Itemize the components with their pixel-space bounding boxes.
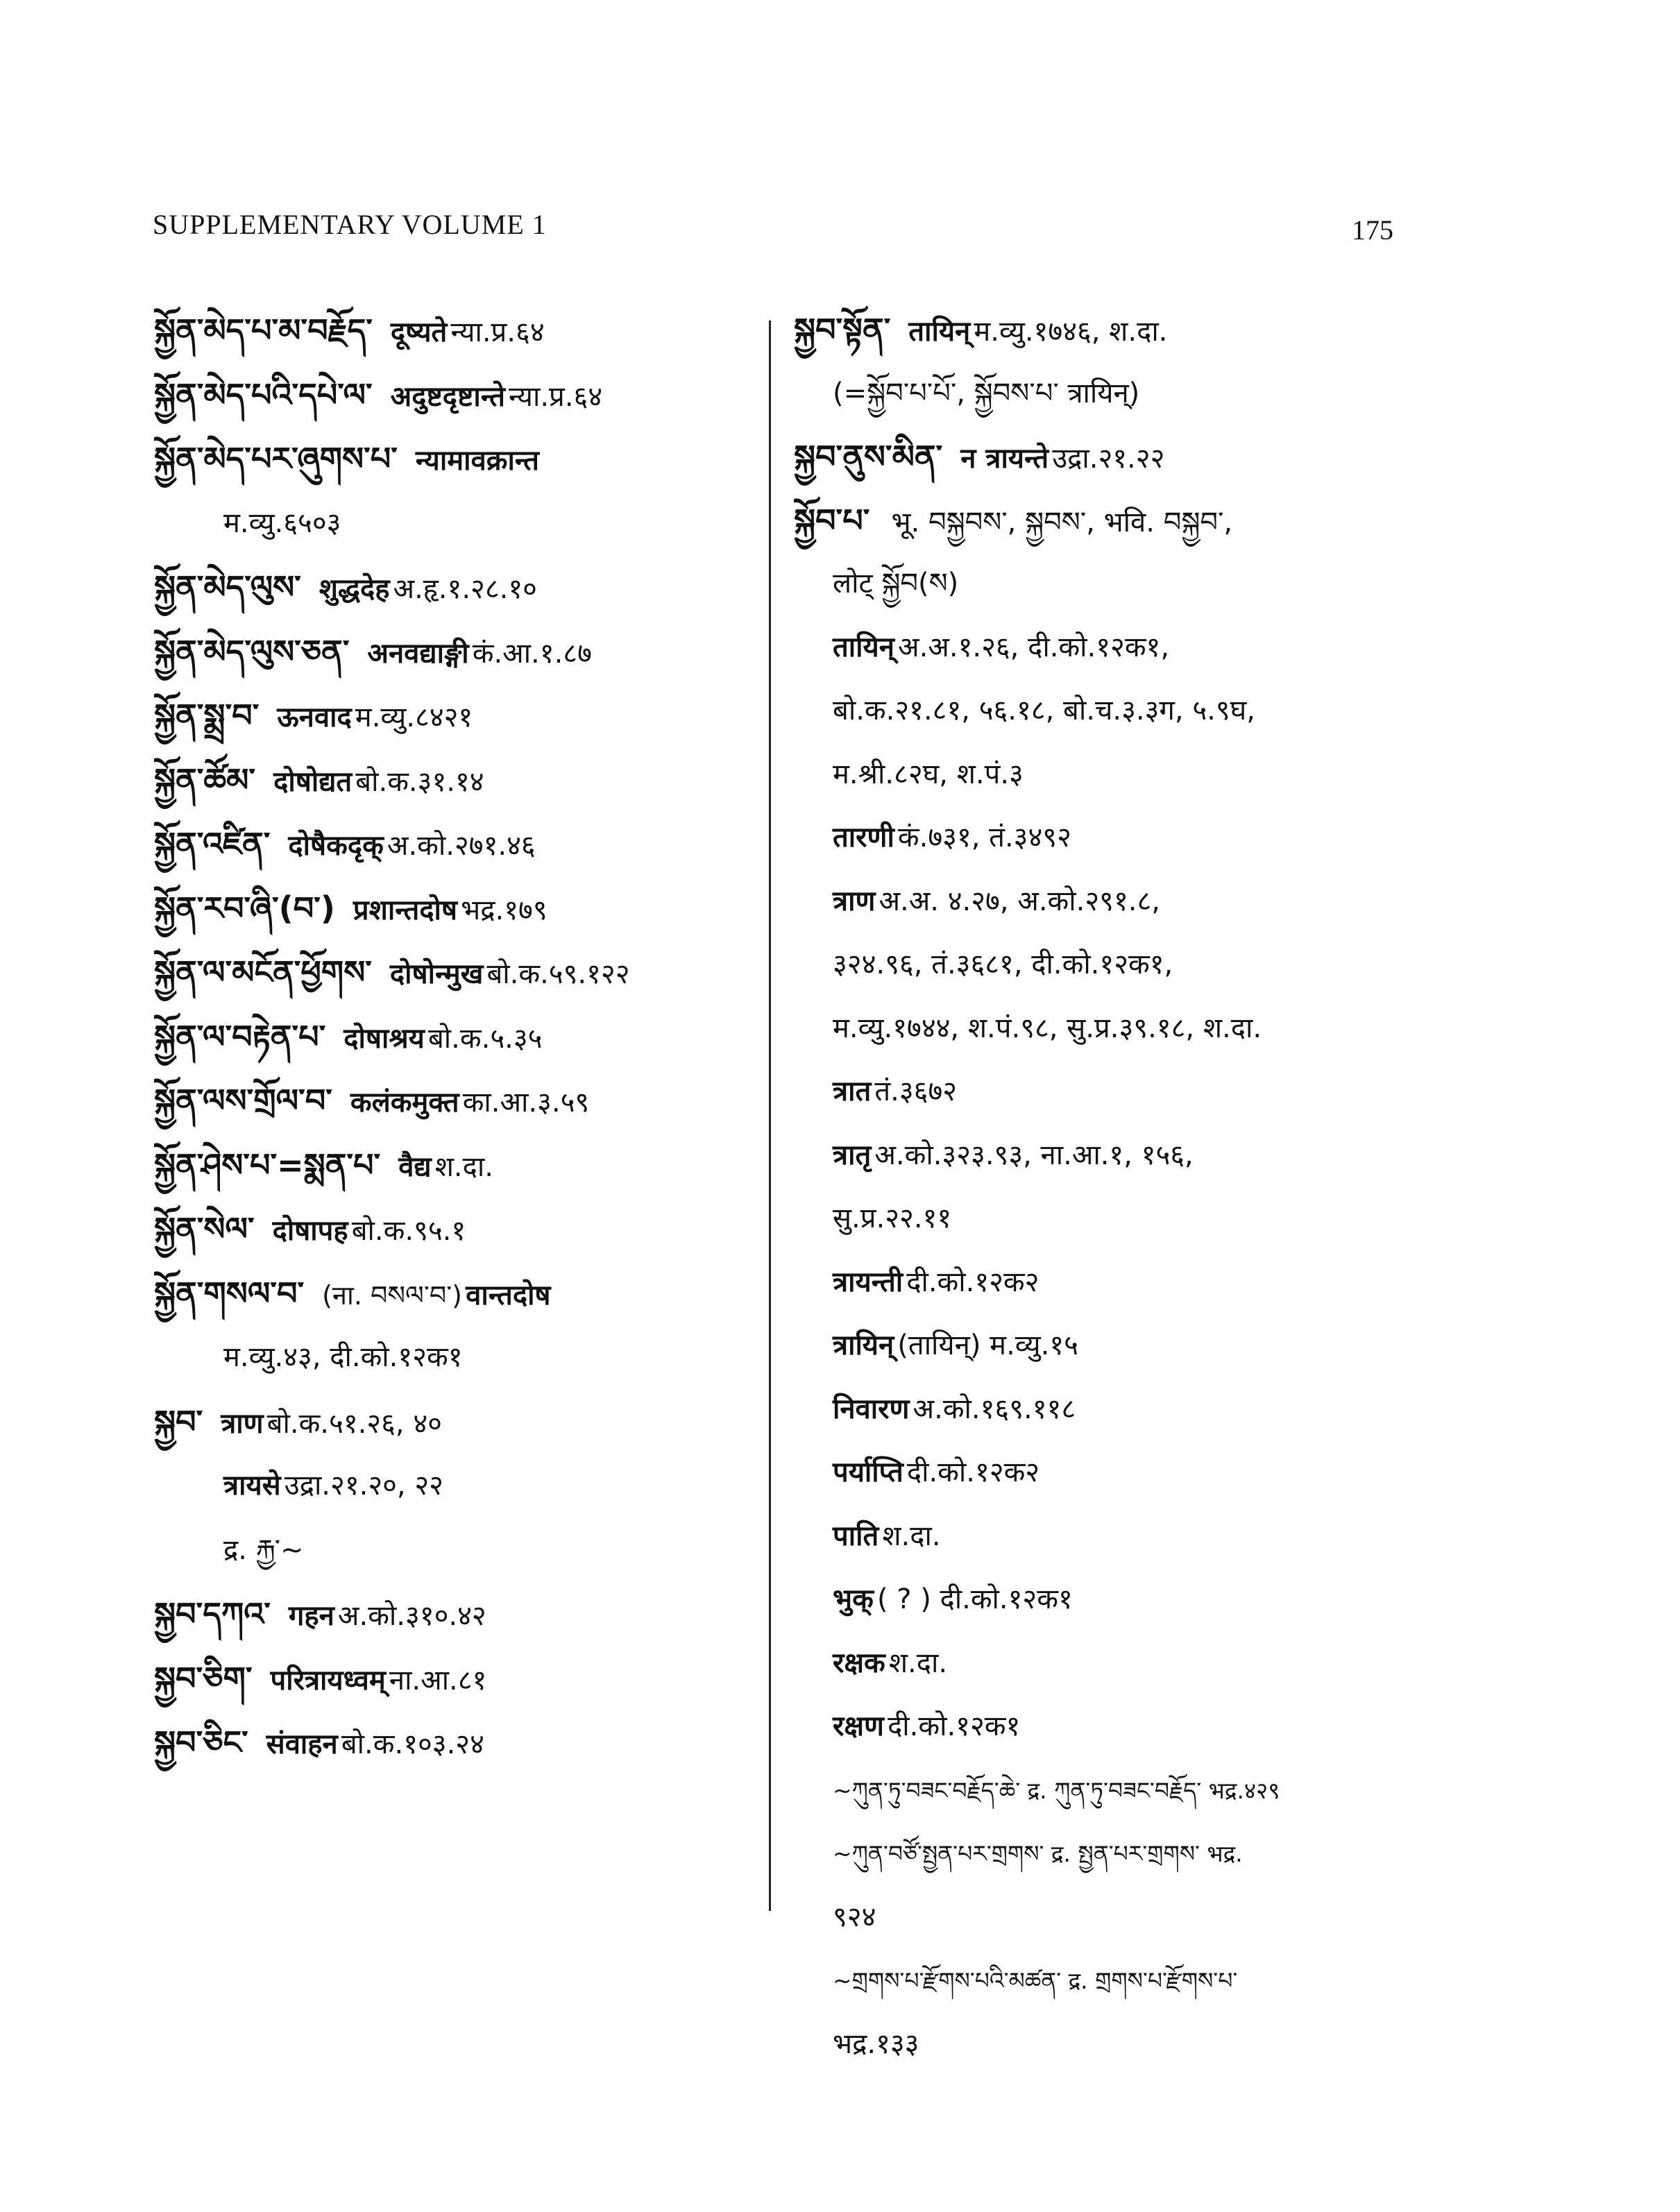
- tibetan-headword: སྐྱོན་མེད་པར་ཞུགས་པ་: [154, 440, 398, 477]
- tibetan-headword: སྐྱོན་ལ་མངོན་ཕྱོགས་: [154, 953, 372, 991]
- entry-continuation: ९२४: [833, 1900, 876, 1933]
- sanskrit-equivalent: प्रशान्तदोष: [353, 894, 458, 926]
- source-reference: कं.आ.१.८७: [472, 637, 592, 670]
- entry-continuation: म.व्यु.४३, दी.को.१२क१: [223, 1341, 463, 1373]
- running-title: SUPPLEMENTARY VOLUME 1: [153, 209, 547, 240]
- sanskrit-equivalent: निवारण: [833, 1393, 910, 1425]
- entry-line: [154, 298, 765, 363]
- sanskrit-equivalent: तायिन्: [833, 631, 894, 663]
- source-reference: तं.३६७२: [874, 1075, 958, 1107]
- tibetan-headword: སྐྱོན་མེད་པའི་དཔེ་ལ་: [154, 375, 373, 414]
- source-reference: दी.को.१२क१: [888, 1710, 1021, 1742]
- sanskrit-equivalent: दोषापह: [272, 1215, 348, 1247]
- entry-line: [794, 1568, 1446, 1632]
- source-reference: भद्र.१७९: [461, 894, 548, 926]
- source-reference: बो.क.९५.१: [351, 1215, 466, 1247]
- entry-continuation: द्र. རྐྱ་~: [223, 1533, 304, 1566]
- entry-continuation: बो.क.२१.८१, ५६.१८, बो.च.३.३ग, ५.९घ,: [833, 695, 1256, 726]
- entry-line: [154, 1454, 765, 1518]
- source-reference: अ.अ.१.२६, दी.को.१२क१,: [898, 631, 1170, 663]
- source-reference: अ.को.३१०.४२: [337, 1600, 486, 1632]
- tibetan-headword: སྐྱོན་མེད་ལུས་ཅན་: [154, 632, 350, 670]
- tibetan-headword: སྐྱོན་གསལ་བ་: [154, 1274, 305, 1312]
- tibetan-headword: སྐྱབ་དཀའ་: [154, 1595, 271, 1633]
- entry-line: [154, 363, 765, 427]
- tibetan-headword: སྐྱོན་སྨྲ་བ་: [154, 697, 260, 734]
- entry-line: [154, 1261, 765, 1326]
- entry-continuation: (=སྐྱོབ་པ་པོ་, སྐྱོབས་པ་ त्रायिन्): [833, 377, 1140, 409]
- entry-line: [794, 1251, 1446, 1315]
- entry-line: [794, 1441, 1446, 1505]
- sanskrit-equivalent: तारणी: [833, 822, 894, 853]
- source-reference: श.दा.: [888, 1647, 948, 1679]
- sanskrit-equivalent: शुद्धदेह: [319, 573, 390, 605]
- tibetan-headword: སྐྱབ་ཅིག་: [154, 1659, 253, 1697]
- source-reference: अ.को.३२३.९३, ना.आ.१, १५६,: [874, 1139, 1194, 1171]
- source-reference: ( ? ) दी.को.१२क१: [876, 1583, 1073, 1615]
- entry-continuation: ३२४.९६, तं.३६८१, दी.को.१२क१,: [833, 948, 1173, 980]
- entry-line: [794, 1378, 1446, 1442]
- entry-line: [794, 1505, 1446, 1569]
- entry-line: [794, 616, 1446, 680]
- entry-line: [794, 1886, 1446, 1950]
- entry-line: [794, 1695, 1446, 1759]
- tibetan-headword: སྐྱབ་སྟོན་: [794, 311, 891, 348]
- sanskrit-equivalent: ऊनवाद: [277, 701, 352, 733]
- sanskrit-equivalent: त्रायन्ती: [833, 1266, 903, 1298]
- entry-continuation: भद्र.१३३: [833, 2027, 919, 2060]
- sanskrit-equivalent: पाति: [833, 1520, 879, 1552]
- entry-line: [794, 743, 1446, 807]
- source-reference: (तायिन्) म.व्यु.१५: [897, 1329, 1078, 1361]
- entry-line: [154, 620, 765, 684]
- source-reference: भू. བསྐྱབས་, སྐྱབས་, भवि. བསྐྱབ་,: [891, 506, 1233, 538]
- tibetan-headword: སྐྱབ་ཅིང་: [154, 1724, 248, 1761]
- entry-continuation: म.व्यु.६५०३: [223, 507, 341, 539]
- entry-line: [154, 1133, 765, 1198]
- entry-line: [794, 489, 1446, 553]
- entry-continuation: लोट् སྐྱོབ(ས): [833, 568, 959, 599]
- source-reference: बो.क.३१.१४: [355, 765, 484, 798]
- source-reference: बो.क.१०३.२४: [341, 1728, 484, 1760]
- sanskrit-equivalent: त्रायसे: [223, 1470, 281, 1501]
- source-reference: न्या.प्र.६४: [508, 380, 603, 413]
- entry-line: [794, 1949, 1446, 2013]
- entry-line: [794, 552, 1446, 616]
- sanskrit-equivalent: संवाहन: [266, 1728, 338, 1760]
- entry-line: [154, 748, 765, 813]
- sanskrit-equivalent: तायिन्: [908, 316, 971, 348]
- source-reference: बो.क.५१.२६, ४०: [266, 1407, 442, 1440]
- entry-line: [154, 683, 765, 748]
- sanskrit-equivalent: दोषाश्रय: [343, 1022, 425, 1055]
- column-divider: [769, 321, 771, 1911]
- entry-line: [154, 812, 765, 876]
- entry-line: [154, 1069, 765, 1133]
- entry-continuation: म.श्री.८२घ, श.पं.३: [833, 758, 1024, 790]
- entry-line: [154, 491, 765, 556]
- entry-continuation: म.व्यु.१७४४, श.पं.९८, सु.प्र.३९.१८, श.दा.: [833, 1012, 1262, 1044]
- sanskrit-equivalent: कलंकमुक्त: [350, 1087, 459, 1118]
- entry-continuation: सु.प्र.२२.११: [833, 1202, 952, 1234]
- entry-line: [794, 425, 1446, 489]
- entry-cross-reference: ~གྲགས་པ་རྫོགས་པའི་མཚན་ द्र. གྲགས་པ་རྫོགས་པ་: [833, 1967, 1238, 1994]
- source-reference: ना.आ.८१: [389, 1664, 487, 1696]
- grammar-note: (ना. བསལ་བ་): [322, 1279, 463, 1311]
- entry-line: [154, 1325, 765, 1390]
- entry-line: [154, 1390, 765, 1454]
- source-reference: दी.को.१२क२: [906, 1266, 1040, 1298]
- sanskrit-equivalent: पर्याप्ति: [833, 1456, 903, 1488]
- tibetan-headword: སྐྱོན་ཤེས་པ་=སྨན་པ་: [154, 1146, 381, 1184]
- tibetan-headword: སྐྱོན་སེལ་: [154, 1210, 255, 1248]
- source-reference: अ.को.२७१.४६: [387, 830, 536, 862]
- sanskrit-equivalent: वैद्य: [398, 1150, 432, 1183]
- sanskrit-equivalent: न्यामावक्रान्त: [415, 445, 539, 477]
- source-reference: म.व्यु.१७४६, श.दा.: [974, 316, 1168, 348]
- source-reference: बो.क.५.३५: [427, 1022, 543, 1055]
- tibetan-headword: སྐྱོན་འཛིན་: [154, 825, 271, 862]
- entry-line: [154, 1647, 765, 1711]
- page-number: 175: [1352, 214, 1393, 246]
- source-reference: बो.क.५९.१२२: [486, 958, 630, 990]
- entry-line: [154, 1197, 765, 1261]
- sanskrit-equivalent: न त्रायन्ते: [960, 443, 1049, 475]
- sanskrit-equivalent: गहन: [288, 1600, 334, 1632]
- sanskrit-equivalent: दूष्यते: [390, 316, 448, 348]
- entry-line: [794, 1124, 1446, 1188]
- sanskrit-equivalent: वान्तदोष: [466, 1279, 551, 1311]
- entry-line: [794, 679, 1446, 743]
- sanskrit-equivalent: रक्षक: [833, 1647, 885, 1679]
- entry-line: [794, 1187, 1446, 1251]
- entry-line: [794, 2013, 1446, 2077]
- sanskrit-equivalent: दोषैकदृक्: [288, 830, 384, 862]
- entry-line: [794, 1060, 1446, 1124]
- sanskrit-equivalent: त्रात: [833, 1075, 872, 1107]
- entry-line: [154, 1710, 765, 1775]
- entry-line: [794, 298, 1446, 362]
- tibetan-headword: སྐྱོན་མེད་པ་མ་བརྗོད་: [154, 312, 373, 349]
- tibetan-headword: སྐྱོན་རབ་ཞི་(བ་): [154, 889, 335, 927]
- entry-line: [794, 870, 1446, 934]
- source-reference: न्या.प्र.६४: [450, 316, 545, 348]
- sanskrit-equivalent: अनवद्याङ्गी: [367, 637, 469, 670]
- left-column: [154, 298, 765, 1775]
- source-reference: उद्रा.२१.२०, २२: [284, 1470, 443, 1501]
- tibetan-headword: སྐྱོན་ལས་གྲོལ་བ་: [154, 1082, 332, 1119]
- entry-line: [154, 1518, 765, 1583]
- entry-line: [794, 933, 1446, 997]
- source-reference: श.दा.: [882, 1520, 941, 1552]
- source-reference: अ.हृ.१.२८.१०: [393, 573, 537, 605]
- entry-line: [154, 940, 765, 1005]
- sanskrit-equivalent: दोषोद्यत: [273, 765, 353, 798]
- sanskrit-equivalent: त्रायिन्: [833, 1329, 894, 1361]
- sanskrit-equivalent: त्रातृ: [833, 1139, 872, 1171]
- entry-line: [794, 1759, 1446, 1823]
- entry-line: [794, 362, 1446, 426]
- source-reference: श.दा.: [434, 1150, 493, 1183]
- sanskrit-equivalent: दोषोन्मुख: [389, 958, 484, 990]
- entry-line: [154, 1582, 765, 1647]
- source-reference: दी.को.१२क२: [906, 1456, 1040, 1488]
- entry-line: [154, 427, 765, 491]
- entry-line: [794, 1632, 1446, 1696]
- sanskrit-equivalent: त्राण: [221, 1407, 264, 1440]
- tibetan-headword: སྐྱབ་: [154, 1402, 203, 1440]
- entry-line: [794, 1822, 1446, 1886]
- entry-cross-reference: ~ཀུན་བཙོ་སྤྱན་པར་གྲགས་ द्र. སྤྱན་པར་གྲགས་ भद्र.: [833, 1840, 1243, 1867]
- tibetan-headword: སྐྱོན་ཚོམ་: [154, 760, 256, 799]
- entry-line: [154, 876, 765, 941]
- source-reference: अ.अ. ४.२७, अ.को.२९१.८,: [879, 885, 1160, 917]
- tibetan-headword: སྐྱོན་ལ་བརྟེན་པ་: [154, 1017, 326, 1055]
- source-reference: अ.को.१६९.११८: [913, 1393, 1076, 1425]
- sanskrit-equivalent: अदुष्टदृष्टान्ते: [390, 380, 505, 413]
- sanskrit-equivalent: भुक्: [833, 1583, 874, 1615]
- sanskrit-equivalent: रक्षण: [833, 1710, 884, 1742]
- entry-line: [794, 997, 1446, 1061]
- tibetan-headword: སྐྱབ་ནུས་མིན་: [794, 438, 943, 475]
- tibetan-headword: སྐྱོབ་པ་: [794, 501, 870, 539]
- source-reference: कं.७३१, तं.३४९२: [897, 822, 1071, 853]
- entry-line: [154, 555, 765, 620]
- source-reference: म.व्यु.८४२१: [355, 701, 473, 733]
- entry-line: [794, 806, 1446, 870]
- right-column: [794, 298, 1446, 2076]
- source-reference: उद्रा.२१.२२: [1052, 443, 1165, 475]
- sanskrit-equivalent: त्राण: [833, 885, 876, 917]
- entry-line: [154, 1005, 765, 1069]
- sanskrit-equivalent: परित्रायध्वम्: [270, 1664, 386, 1696]
- source-reference: का.आ.३.५९: [462, 1087, 590, 1118]
- entry-cross-reference: ~ཀུན་ཏུ་བཟང་བརྗོད་ཆེ་ द्र. ཀུན་ཏུ་བཟང་བརྗོད་ भद्र.४२९: [833, 1776, 1280, 1804]
- entry-line: [794, 1314, 1446, 1378]
- tibetan-headword: སྐྱོན་མེད་ལུས་: [154, 568, 301, 606]
